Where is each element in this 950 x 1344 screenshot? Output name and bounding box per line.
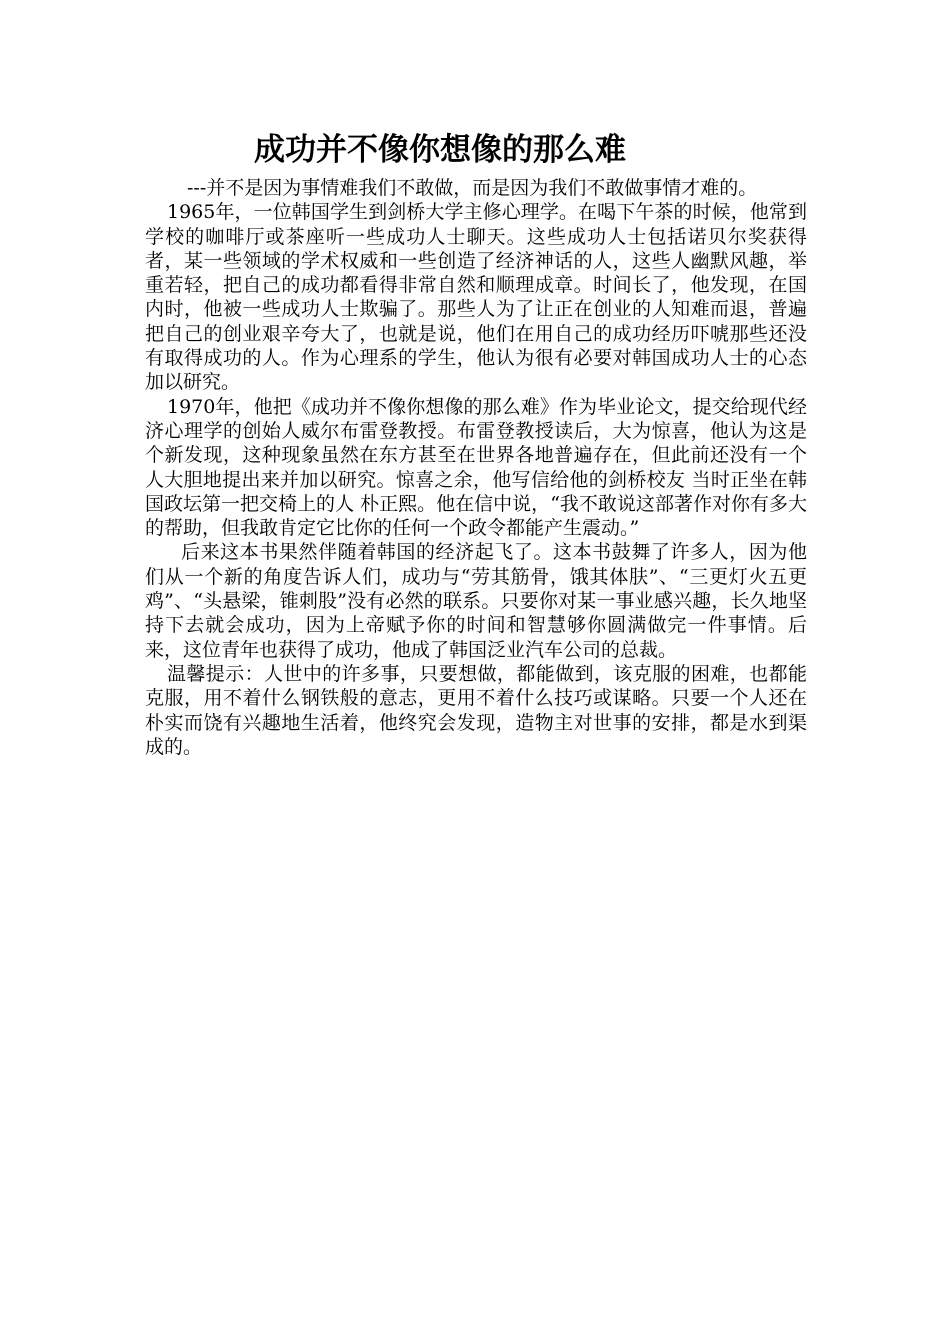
document-body: [145, 176, 807, 759]
paragraph-later: 后来这本书果然伴随着韩国的经济起飞了。这本书鼓舞了许多人，因为他们从一个新的角度告诉人们，成功与“劳其筋骨，饿其体肤”、“三更灯火五更鸡”、“头悬梁，锥刺股”没有必然的联系。只要你对某一事业感兴趣，长久地坚持下去就会成功，因为上帝赋予你的时间和智慧够你圆满做完一件事情。后来，这位青年也获得了成功，他成了韩国泛业汽车公司的总裁。: [145, 541, 807, 661]
paragraph-1970: 1970年，他把《成功并不像你想像的那么难》作为毕业论文，提交给现代经济心理学的创始人威尔布雷登教授。布雷登教授读后，大为惊喜，他认为这是个新发现，这种现象虽然在东方甚至在世界各地普遍存在，但此前还没有一个人大胆地提出来并加以研究。惊喜之余，他写信给他的剑桥校友 当时正坐在韩国政坛第一把交椅上的人 朴正熙。他在信中说，“我不敢说这部著作对你有多大的帮助，但我敢肯定它比你的任何一个政令都能产生震动。”: [145, 395, 807, 540]
paragraph-tip: 温馨提示：人世中的许多事，只要想做，都能做到，该克服的困难，也都能克服，用不着什么钢铁般的意志，更用不着什么技巧或谋略。只要一个人还在朴实而饶有兴趣地生活着，他终究会发现，造物主对世事的安排，都是水到渠成的。: [145, 662, 807, 758]
document-title: 成功并不像你想像的那么难: [254, 132, 626, 168]
paragraph-1965: 1965年，一位韩国学生到剑桥大学主修心理学。在喝下午茶的时候，他常到学校的咖啡厅或茶座听一些成功人士聊天。这些成功人士包括诺贝尔奖获得者，某一些领域的学术权威和一些创造了经济神话的人，这些人幽默风趣，举重若轻，把自己的成功都看得非常自然和顺理成章。时间长了，他发现，在国内时，他被一些成功人士欺骗了。那些人为了让正在创业的人知难而退，普遍把自己的创业艰辛夸大了，也就是说，他们在用自己的成功经历吓唬那些还没有取得成功的人。作为心理系的学生，他认为很有必要对韩国成功人士的心态加以研究。: [145, 201, 807, 394]
document-subtitle: ---并不是因为事情难我们不敢做，而是因为我们不敢做事情才难的。: [187, 177, 758, 199]
